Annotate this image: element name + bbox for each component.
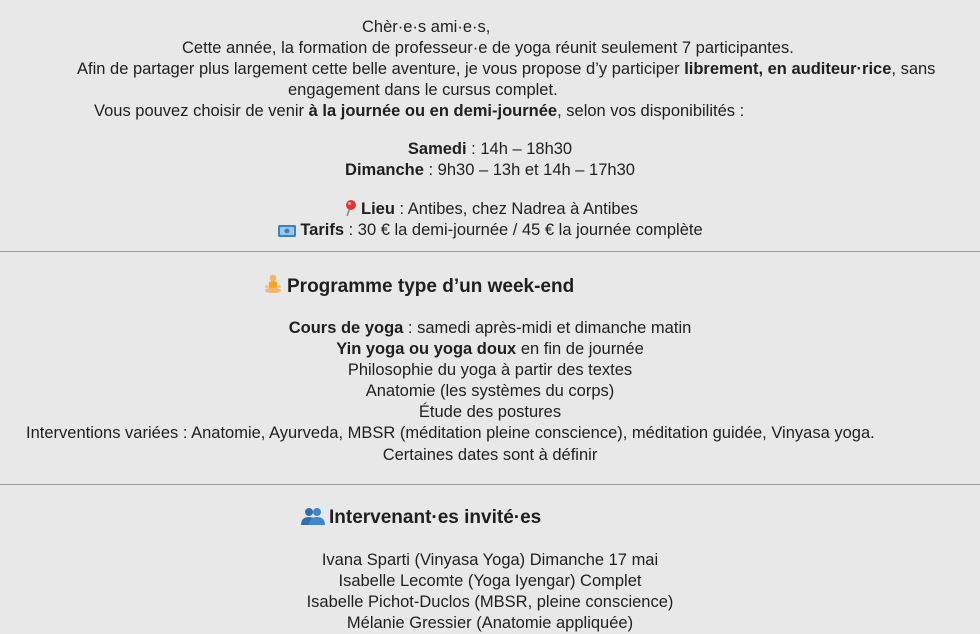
person-meditating-icon (262, 273, 284, 302)
intro-line-2-end: , sans (891, 60, 936, 78)
programme-item-2-label: Yin yoga ou yoga doux (336, 340, 517, 358)
speaker-item: Isabelle Pichot-Duclos (MBSR, pleine conscience) (306, 593, 674, 611)
price-label: Tarifs (300, 221, 345, 239)
price-value: : 30 € la demi-journée / 45 € la journée complète (344, 221, 703, 239)
programme-item-1 (0, 318, 980, 339)
programme-item-7: Certaines dates sont à définir (382, 446, 598, 464)
programme-item-3: Philosophie du yoga à partir des textes (347, 361, 633, 379)
saturday-label: Samedi (407, 140, 467, 158)
speaker-item: Isabelle Lecomte (Yoga Iyengar) Complet (338, 572, 642, 590)
intro-line-1: Cette année, la formation de professeur·e de yoga réunit seulement 7 participantes. (182, 39, 794, 57)
place-value: : Antibes, chez Nadrea à Antibes (394, 200, 638, 218)
intro-line-4-end: , selon vos disponibilités : (557, 102, 745, 120)
intro-line-4-emphasis: à la journée ou en demi-journée (308, 102, 558, 120)
schedule-sunday (0, 160, 980, 181)
divider-2 (0, 484, 980, 485)
programme-item-6: Interventions variées : Anatomie, Ayurveda, MBSR (méditation pleine conscience), méditation guidée, Vinyasa yoga. (26, 424, 875, 442)
intro-line-3: engagement dans le cursus complet. (288, 81, 558, 99)
sunday-hours: : 9h30 – 13h et 14h – 17h30 (423, 161, 635, 179)
programme-item-1-value: : samedi après-midi et dimanche matin (403, 319, 692, 337)
place-label: Lieu (361, 200, 395, 218)
programme-item-1-label: Cours de yoga (288, 319, 404, 337)
programme-title-text: Programme type d’un week-end (287, 276, 575, 297)
speaker-item: Ivana Sparti (Vinyasa Yoga) Dimanche 17 mai (321, 551, 659, 569)
intro-line-2-text: Afin de partager plus largement cette belle aventure, je vous propose d’y participer (77, 60, 685, 78)
banknote-icon (277, 223, 297, 244)
programme-item-4: Anatomie (les systèmes du corps) (365, 382, 615, 400)
intro-line-2 (77, 59, 935, 80)
programme-item-2 (0, 339, 980, 360)
programme-item-2-value: en fin de journée (516, 340, 644, 358)
intro-line-4-text: Vous pouvez choisir de venir (94, 102, 309, 120)
intro-line-2-emphasis: librement, en auditeur·rice (684, 60, 892, 78)
speaker-item: Mélanie Gressier (Anatomie appliquée) (346, 614, 634, 632)
programme-title (262, 273, 574, 302)
greeting: Chèr·e·s ami·e·s, (362, 18, 491, 36)
divider-1 (0, 251, 980, 252)
speakers-title (300, 506, 541, 533)
people-icon (300, 506, 326, 533)
sunday-label: Dimanche (345, 161, 424, 179)
price-line (0, 220, 980, 244)
programme-item-5: Étude des postures (418, 403, 562, 421)
speakers-title-text: Intervenant·es invité·es (329, 507, 542, 528)
schedule-saturday (0, 139, 980, 160)
intro-line-4 (94, 101, 744, 122)
saturday-hours: : 14h – 18h30 (466, 140, 573, 158)
